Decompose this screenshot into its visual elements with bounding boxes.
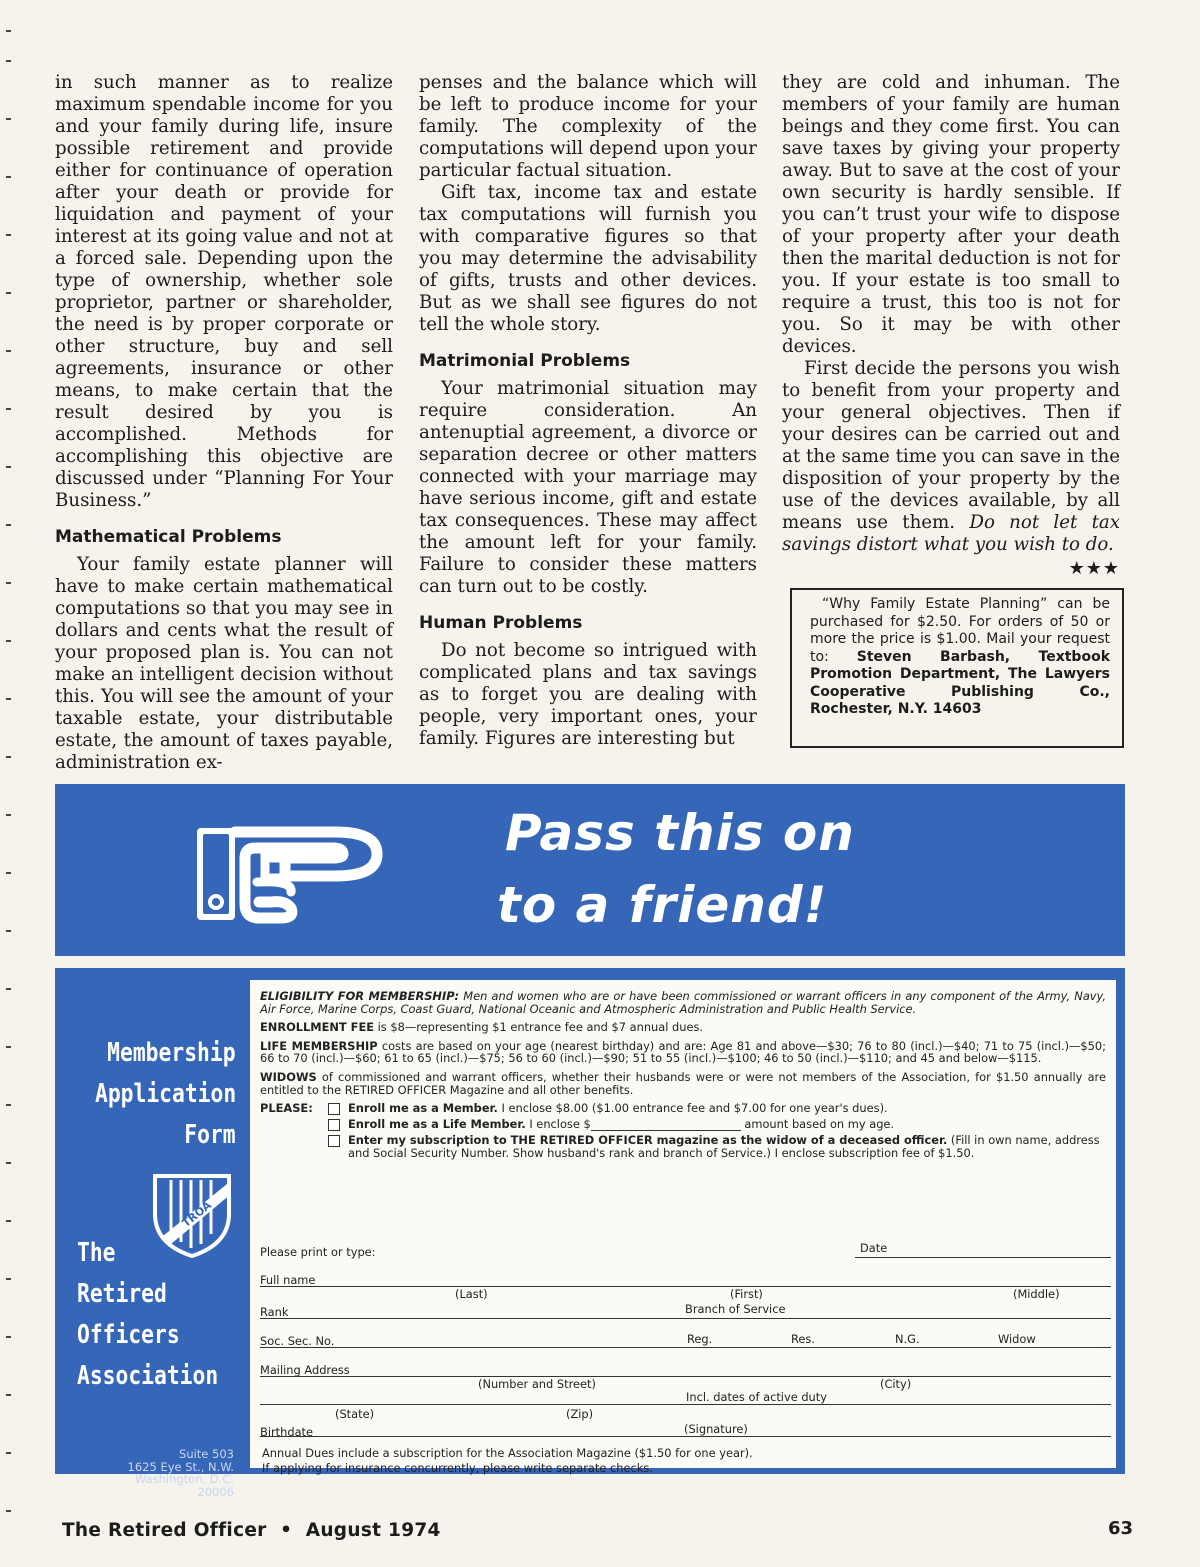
- life-member-checkbox[interactable]: [328, 1119, 340, 1131]
- sidebar-title-membership: Membership: [107, 1038, 236, 1068]
- branch-label: Branch of Service: [685, 1302, 786, 1316]
- enrollment-body: is $8—representing $1 entrance fee and $7 annual dues.: [377, 1020, 704, 1035]
- widow-label: Widow: [998, 1332, 1036, 1346]
- option-widow-subscription[interactable]: [328, 1134, 1106, 1159]
- ssn-label: Soc. Sec. No.: [260, 1334, 335, 1348]
- rank-label: Rank: [260, 1305, 289, 1319]
- date-field[interactable]: [855, 1257, 1111, 1258]
- widows-label: WIDOWS: [260, 1069, 317, 1084]
- life-body: costs are based on your age (nearest birthday) and are: Age 81 and above—$30; 76 to 80 (incl.)—$40; 71 to 75 (incl.)—$50; 66 to 70 (incl.)—$60; 61 to 65 (incl.)—$75; 56 to 60 (incl.)—$90; 51 to 55 (incl.)—$100; 46 to 50 (incl.)—$110; and 45 and below—$115.: [260, 1038, 1106, 1066]
- page-number: 63: [1108, 1518, 1134, 1539]
- form-panel: [250, 980, 1116, 1475]
- option-text: [348, 1118, 894, 1131]
- troa-shield-icon: [149, 1170, 235, 1260]
- middle-name-caption: (Middle): [1013, 1287, 1060, 1301]
- paragraph: Gift tax, income tax and estate tax computations will furnish you with comparative figures so that you may determine the advisability of gifts, trusts and other devices. But as we shall see figures do not tell the whole story.: [419, 182, 757, 335]
- section-heading-human: Human Problems: [419, 613, 583, 633]
- life-label: LIFE MEMBERSHIP: [260, 1038, 378, 1053]
- paragraph: penses and the balance which will be left to produce income for your family. The complexity of the computations will depend upon your particular factual situation.: [419, 72, 757, 181]
- print-or-type-label: Please print or type:: [260, 1245, 376, 1259]
- address-line: Suite 503: [179, 1447, 234, 1461]
- order-info-text: [810, 596, 1110, 719]
- org-address: [128, 1448, 234, 1498]
- option-bold: Enter my subscription to THE RETIRED OFFICER magazine as the widow of a deceased officer.: [348, 1133, 948, 1148]
- option-member[interactable]: [328, 1102, 1106, 1115]
- footer-magazine: [62, 1520, 441, 1541]
- italic-conclusion: Do not let tax savings distort what you wish to do.: [782, 512, 1120, 555]
- sidebar-title-application: Application: [94, 1079, 236, 1109]
- end-stars: ★★★: [1068, 558, 1120, 579]
- dues-note: Annual Dues include a subscription for the Association Magazine ($1.50 for one year).: [262, 1446, 753, 1460]
- section-heading-mathematical: Mathematical Problems: [55, 527, 282, 547]
- order-info-box: [790, 588, 1124, 748]
- life-membership-text: [260, 1040, 1106, 1065]
- sidebar-org-association: Association: [77, 1361, 219, 1391]
- please-label: PLEASE:: [260, 1101, 313, 1116]
- active-duty-label: Incl. dates of active duty: [686, 1390, 827, 1404]
- widows-body: of commissioned and warrant officers, whether their husbands were or were not members of the Association, for $1.50 annually are entitled to the RETIRED OFFICER Magazine and all other benefits.: [260, 1069, 1106, 1097]
- mailing-address-field[interactable]: [260, 1376, 1111, 1377]
- paragraph-text: First decide the persons you wish to benefit from your property and your general objectives. Then if your desires can be carried out and at the same time you can save in the disposition of your property by the use of the devices available, by all means use them.: [782, 358, 1120, 533]
- widow-subscription-checkbox[interactable]: [328, 1135, 340, 1147]
- banner-line-2: to a friend!: [497, 876, 828, 934]
- paragraph: Your matrimonial situation may require consideration. An antenuptial agreement, a divorce or separation decree or other matters connected with your marriage may have serious income, gift and estate tax consequences. These may affect the amount left for your family. Failure to consider these matters can turn out to be costly.: [419, 378, 757, 597]
- option-text: [348, 1134, 1106, 1159]
- option-bold: Enroll me as a Life Member.: [348, 1117, 526, 1132]
- first-name-caption: (First): [730, 1287, 763, 1301]
- address-line: Washington, D.C.: [134, 1472, 234, 1486]
- paragraph: [782, 358, 1120, 556]
- res-label: Res.: [791, 1332, 815, 1346]
- article-column-3: [782, 72, 1120, 580]
- birthdate-signature-field[interactable]: [260, 1436, 1111, 1437]
- full-name-field[interactable]: [260, 1286, 1111, 1287]
- zip-caption: (Zip): [566, 1407, 594, 1421]
- section-heading-matrimonial: Matrimonial Problems: [419, 351, 631, 371]
- enrollment-fee-text: [260, 1021, 1106, 1034]
- option-life-member[interactable]: [328, 1118, 1106, 1131]
- article-column-2: [419, 72, 757, 750]
- state-caption: (State): [335, 1407, 375, 1421]
- paragraph: Do not become so intrigued with complicated plans and tax savings as to forget you are dealing with people, very important ones, your family. Figures are interesting but: [419, 640, 757, 749]
- ng-label: N.G.: [895, 1332, 920, 1346]
- option-body: (Fill in own name, address and Social Security Number. Show husband's rank and branch of Service.) I enclose subscription fee of $1.50.: [348, 1133, 1100, 1160]
- sidebar-title-form: Form: [184, 1120, 236, 1150]
- order-text: “Why Family Estate Planning” can be purchased for $2.50. For orders of 50 or more the price is $1.00. Mail your request to:: [810, 596, 1110, 665]
- eligibility-body: Men and women who are or have been commissioned or warrant officers in any component of the Army, Navy, Air Force, Marine Corps, Coast Guard, National Oceanic and Atmospheric Administration and Public Health Service.: [260, 989, 1107, 1016]
- address-line: 20006: [197, 1484, 234, 1499]
- option-body: I enclose $: [529, 1117, 591, 1132]
- city-caption: (City): [880, 1377, 912, 1391]
- sidebar-org-officers: Officers: [77, 1320, 180, 1350]
- option-body: amount based on my age.: [744, 1117, 895, 1132]
- binding-marks: [2, 20, 16, 1540]
- option-text: [348, 1102, 888, 1115]
- ssn-field[interactable]: [260, 1347, 1111, 1348]
- paragraph: Your family estate planner will have to make certain mathematical computations so that you may see in dollars and cents what the result of your proposed plan is. You can not make an intelligent decision without this. You will see the amount of your taxable estate, your distributable estate, the amount of taxes payable, administration ex-: [55, 554, 393, 773]
- form-sidebar: [55, 968, 250, 1499]
- rank-branch-field[interactable]: [260, 1318, 1111, 1319]
- birthdate-label: Birthdate: [260, 1425, 314, 1439]
- reg-label: Reg.: [687, 1332, 713, 1346]
- order-address: Steven Barbash, Textbook Promotion Department, The Lawyers Cooperative Publishing Co., Rochester, N.Y. 14603: [810, 648, 1110, 717]
- signature-label: (Signature): [684, 1422, 748, 1436]
- paragraph: they are cold and inhuman. The members of your family are human beings and they come first. You can save taxes by giving your property away. But to save at the cost of your own security is hardly sensible. If you can’t trust your wife to dispose of your property after your death then the marital deduction is not for you. If your estate is too small to require a trust, this too is not for you. So it may be with other devices.: [782, 72, 1120, 357]
- insurance-note: If applying for insurance concurrently, please write separate checks.: [262, 1461, 653, 1475]
- active-duty-field[interactable]: [260, 1404, 1111, 1405]
- last-name-caption: (Last): [455, 1287, 488, 1301]
- membership-form: [55, 968, 1125, 1499]
- paragraph: in such manner as to realize maximum spendable income for you and your family during life, insure possible retirement and provide either for continuance of operation after your death or provide for liquidation and payment of your interest at its going value and not at a forced sale. Depending upon the type of ownership, whether sole proprietor, partner or shareholder, the need is by proper corporate or other structure, buy and sell agreements, insurance or other means, to make certain that the result desired by you is accomplished. Methods for accomplishing this objective are discussed under “Planning For Your Business.”: [55, 72, 393, 511]
- pass-on-banner: [55, 784, 1125, 956]
- member-checkbox[interactable]: [328, 1103, 340, 1115]
- street-caption: (Number and Street): [478, 1377, 596, 1391]
- option-bold: Enroll me as a Member.: [348, 1101, 498, 1116]
- pointing-hand-icon: [185, 818, 385, 928]
- mailing-address-label: Mailing Address: [260, 1363, 350, 1377]
- magazine-title: The Retired Officer: [62, 1520, 267, 1541]
- option-body: I enclose $8.00 ($1.00 entrance fee and $7.00 for one year's dues).: [501, 1101, 888, 1116]
- full-name-label: Full name: [260, 1273, 316, 1287]
- eligibility-text: [260, 990, 1106, 1015]
- widows-text: [260, 1071, 1106, 1096]
- options-group: [260, 1102, 1106, 1162]
- sidebar-org-retired: Retired: [77, 1279, 167, 1309]
- enrollment-label: ENROLLMENT FEE: [260, 1020, 375, 1035]
- address-line: 1625 Eye St., N.W.: [127, 1459, 234, 1474]
- date-label: Date: [860, 1241, 888, 1255]
- shield-text: TROA: [179, 1198, 214, 1230]
- footer-bullet: •: [280, 1520, 293, 1541]
- sidebar-org-the: The: [77, 1238, 116, 1268]
- article-column-1: [55, 72, 393, 774]
- banner-line-1: Pass this on: [505, 804, 855, 862]
- eligibility-label: ELIGIBILITY FOR MEMBERSHIP:: [260, 989, 460, 1003]
- amount-field[interactable]: [591, 1120, 741, 1131]
- issue-date: August 1974: [305, 1520, 441, 1541]
